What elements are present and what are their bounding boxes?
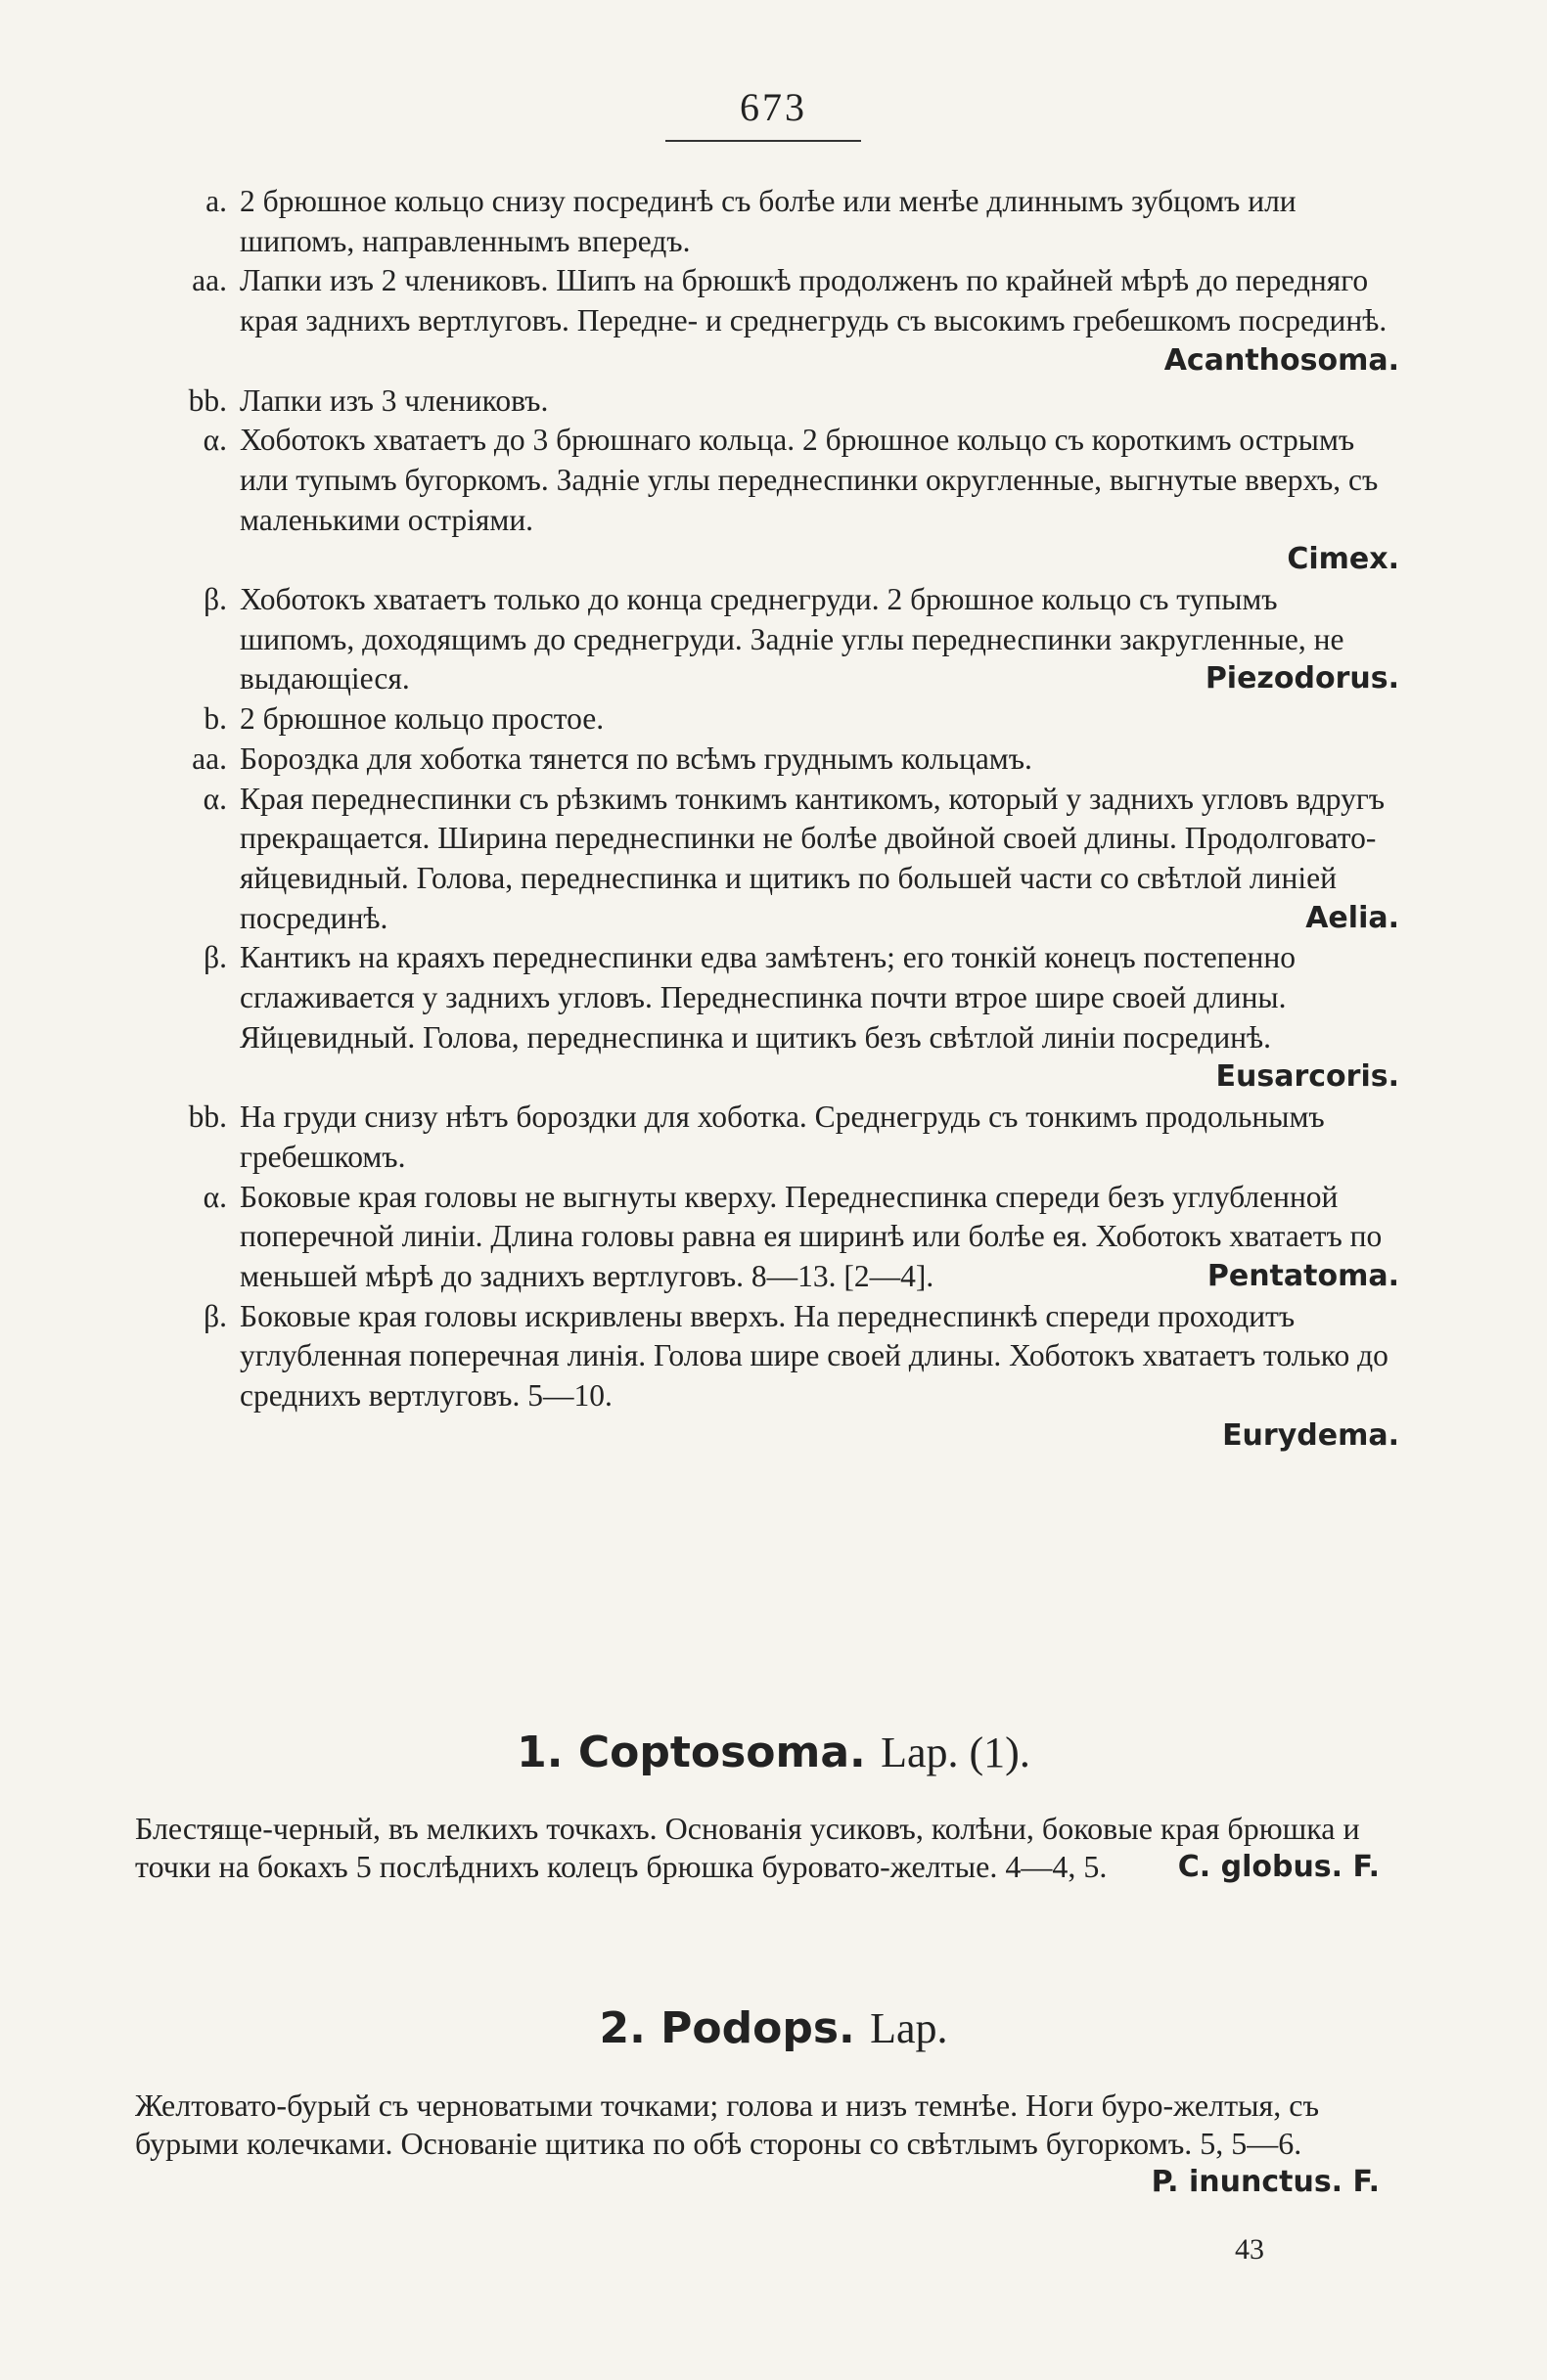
description-text: Желтовато-бурый съ черноватыми точками; голова и низъ темнѣе. Ноги буро-желтыя, съ бурыми колечками. Основаніе щитика по обѣ стороны со свѣтлымъ бугоркомъ. 5, 5—6. — [135, 2088, 1320, 2161]
genus-name: Pentatoma. — [1206, 1258, 1399, 1293]
key-entry — [157, 780, 1399, 939]
section-author: Lap. — [870, 2004, 948, 2052]
page-number: 673 — [740, 85, 807, 129]
key-entry — [157, 1098, 1399, 1177]
key-text: Лапки изъ 2 члениковъ. Шипъ на брюшкѣ продолженъ по крайней мѣрѣ до передняго края заднихъ вертлуговъ. Передне- и среднегрудь съ высокимъ гребешкомъ посрединѣ. — [240, 263, 1388, 338]
section-title-name: 1. Coptosoma. — [517, 1728, 866, 1777]
key-text: На груди снизу нѣтъ бороздки для хоботка. Среднегрудь съ тонкимъ продольнымъ гребешкомъ. — [240, 1100, 1325, 1174]
species-name: P. inunctus. F. — [1151, 2165, 1380, 2199]
key-entry — [157, 421, 1399, 580]
genus-name: Piezodorus. — [1205, 661, 1399, 696]
key-text: Хоботокъ хватаетъ до 3 брюшнаго кольца. 2 брюшное кольцо съ короткимъ острымъ или тупымъ бугоркомъ. Задніе углы переднеспинки округленные, выгнутые вверхъ, съ маленькими остріями. — [240, 423, 1379, 537]
key-entry — [157, 261, 1399, 381]
key-marker: aa. — [192, 741, 227, 776]
key-marker: β. — [204, 940, 227, 975]
section-title — [0, 2003, 1547, 2053]
key-entry — [157, 699, 1399, 740]
key-text: Боковые края головы искривлены вверхъ. На переднеспинкѣ спереди проходитъ углубленная поперечная линія. Голова шире своей длины. Хоботокъ хватаетъ только до среднихъ вертлуговъ. 5—10. — [240, 1298, 1388, 1414]
key-entry — [157, 1297, 1399, 1457]
key-marker: β. — [204, 582, 227, 617]
key-entry — [157, 938, 1399, 1098]
header-rule — [665, 140, 861, 142]
species-name: C. globus. F. — [1177, 1850, 1380, 1884]
genus-name: Cimex. — [1287, 542, 1399, 577]
key-marker: b. — [204, 701, 227, 737]
key-entry — [157, 580, 1399, 699]
genus-name: Eusarcoris. — [1215, 1059, 1399, 1095]
section-title — [0, 1728, 1547, 1777]
key-entry — [157, 740, 1399, 780]
section-author: Lap. (1). — [881, 1729, 1030, 1776]
key-text: Бороздка для хоботка тянется по всѣмъ груднымъ кольцамъ. — [240, 741, 1032, 776]
key-text: Лапки изъ 3 члениковъ. — [240, 382, 549, 418]
key-marker: aa. — [192, 263, 227, 298]
key-text: 2 брюшное кольцо простое. — [240, 701, 605, 737]
description-text: Блестяще-черный, въ мелкихъ точкахъ. Основанія усиковъ, колѣни, боковые края брюшка и точки на бокахъ 5 послѣднихъ колецъ брюшка буровато-желтые. 4—4, 5. — [135, 1811, 1360, 1884]
key-marker: a. — [205, 184, 227, 218]
key-text: 2 брюшное кольцо снизу посрединѣ съ болѣе или менѣе длиннымъ зубцомъ или шипомъ, направленнымъ впередъ. — [240, 184, 1297, 258]
species-description — [135, 2087, 1380, 2201]
key-text: Хоботокъ хватаетъ только до конца среднегруди. 2 брюшное кольцо съ тупымъ шипомъ, доходящимъ до среднегруди. Задніе углы переднеспинки закругленные, не выдающіеся. — [240, 582, 1344, 696]
species-description — [135, 1810, 1380, 1886]
key-marker: bb. — [188, 382, 227, 418]
genus-name: Eurydema. — [1222, 1417, 1399, 1453]
key-entry — [157, 182, 1399, 261]
key-entry — [157, 1178, 1399, 1297]
key-text: Боковые края головы не выгнуты кверху. Переднеспинка спереди безъ углубленной поперечной линіи. Длина головы равна ея ширинѣ или болѣе ея. Хоботокъ хватаетъ по меньшей мѣрѣ до заднихъ вертлуговъ. 8—13. [2—4]. — [240, 1179, 1383, 1293]
identification-key — [157, 182, 1399, 1457]
key-marker: α. — [203, 423, 227, 458]
genus-name: Aelia. — [1305, 900, 1399, 935]
genus-name: Acanthosoma. — [1163, 342, 1399, 378]
signature-number: 43 — [1235, 2233, 1264, 2266]
key-entry — [157, 382, 1399, 422]
section-title-name: 2. Podops. — [599, 2003, 855, 2053]
key-text: Края переднеспинки съ рѣзкимъ тонкимъ кантикомъ, который у заднихъ угловъ вдругъ прекращается. Ширина переднеспинки не болѣе двойной своей длины. Продолговато-яйцевидный. Голова, переднеспинка и щитикъ по большей части со свѣтлой линіей посрединѣ. — [240, 781, 1386, 935]
key-text: Кантикъ на краяхъ переднеспинки едва замѣтенъ; его тонкій конецъ постепенно сглаживается у заднихъ угловъ. Переднеспинка почти втрое шире своей длины. Яйцевидный. Голова, переднеспинка и щитикъ безъ свѣтлой линіи посрединѣ. — [240, 940, 1296, 1055]
key-marker: α. — [203, 1179, 227, 1214]
key-marker: bb. — [188, 1100, 227, 1135]
key-marker: β. — [204, 1298, 227, 1333]
key-marker: α. — [203, 781, 227, 816]
